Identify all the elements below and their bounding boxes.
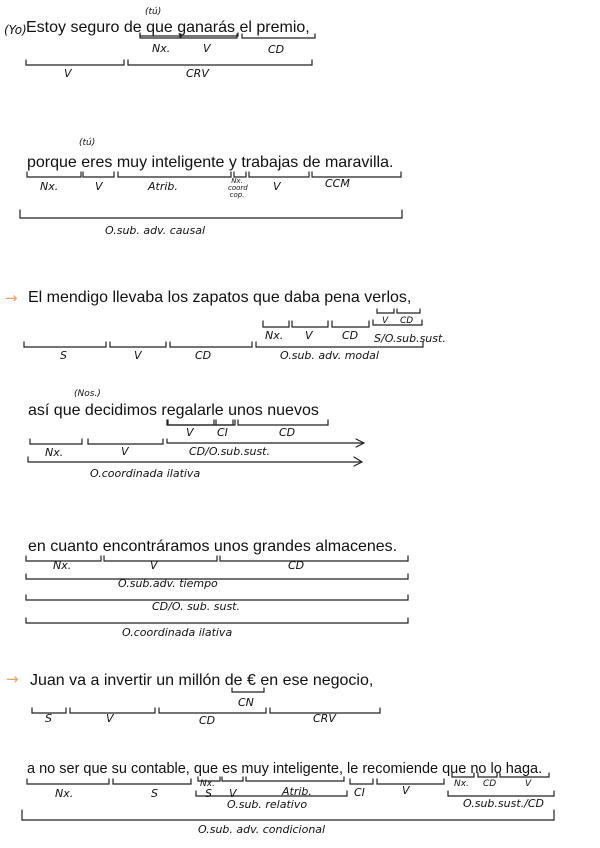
label-v: V — [382, 316, 389, 326]
bracket — [246, 777, 344, 781]
label-s: S — [60, 349, 67, 362]
label-v: V — [106, 712, 114, 725]
bracket — [448, 791, 554, 796]
arrow-icon: → — [6, 670, 19, 688]
bracket — [292, 321, 328, 327]
label-v: V — [525, 779, 532, 789]
bracket — [113, 779, 191, 784]
label-s: S — [45, 712, 52, 725]
label-o-sust-cd: O.sub.sust./CD — [463, 797, 544, 810]
bracket — [104, 556, 217, 561]
bracket — [22, 810, 554, 820]
label-nx: Nx. — [152, 42, 171, 55]
bracket — [220, 556, 408, 561]
label-v: V — [402, 784, 410, 797]
bracket — [27, 779, 109, 784]
bracket — [350, 779, 373, 784]
bracket — [24, 342, 106, 347]
bracket — [168, 420, 214, 425]
label-v: V — [95, 180, 103, 193]
label-nx: Nx. — [53, 559, 72, 572]
bracket — [88, 439, 163, 444]
bracket — [452, 773, 474, 777]
label-atrib: Atrib. — [148, 180, 178, 193]
label-cd-o-sust: CD/O. sub. sust. — [152, 600, 240, 613]
label-cd: CD — [342, 329, 359, 342]
label-cd-o-sust: CD/O.sub.sust. — [189, 445, 270, 458]
bracket — [83, 172, 114, 177]
label-s: S — [151, 787, 158, 800]
bracket — [377, 309, 394, 313]
bracket — [128, 60, 312, 65]
bracket — [500, 773, 549, 777]
bracket — [222, 777, 243, 781]
bracket — [167, 420, 235, 425]
sentence-7: a no ser que su contable, que es muy inteligente, le recomiende que no lo haga. — [27, 761, 543, 777]
label-cd: CD — [279, 426, 296, 439]
label-nx: Nx. — [265, 329, 284, 342]
label-nx: Nx. — [40, 180, 59, 193]
sentence-4: así que decidimos regalarle unos nuevos — [28, 402, 319, 419]
label-crv: CRV — [186, 67, 209, 80]
label-nx: Nx. — [45, 446, 64, 459]
label-cd: CD — [268, 43, 285, 56]
bracket — [30, 439, 82, 444]
elided-subject-label: (Nos.) — [74, 389, 101, 399]
bracket — [26, 60, 124, 65]
label-s: S — [205, 787, 212, 800]
label-clause: O.coordinada ilativa — [90, 467, 201, 480]
label-v: V — [134, 349, 142, 362]
bracket — [170, 342, 252, 347]
label-clause: O.sub. adv. causal — [105, 224, 206, 237]
bracket — [478, 773, 497, 777]
bracket — [249, 172, 309, 177]
label-v: V — [121, 445, 129, 458]
label-v: V — [305, 329, 313, 342]
sentence-2: porque eres muy inteligente y trabajas de maravilla. — [27, 154, 394, 171]
label-s-o-sust: S/O.sub.sust. — [374, 332, 446, 345]
bracket — [110, 342, 166, 347]
label-ccm: CCM — [325, 177, 350, 190]
bracket — [238, 420, 328, 425]
label-clause: O.sub.adv. tiempo — [118, 577, 218, 590]
elided-subject-label: (tú) — [145, 7, 162, 17]
label-v: V — [150, 559, 158, 572]
label-v: V — [229, 787, 237, 800]
sentence-5: en cuanto encontráramos unos grandes almacenes. — [28, 538, 398, 555]
label-ci: CI — [217, 426, 228, 439]
label-nx: Nx. — [454, 779, 469, 789]
bracket — [196, 791, 347, 796]
bracket — [377, 779, 444, 784]
bracket — [20, 210, 402, 218]
sentence-1: Estoy seguro de que ganarás el premio, — [26, 19, 310, 36]
bracket — [140, 33, 238, 36]
label-nx-conj: Nx. coord cop. — [228, 177, 248, 199]
bracket — [118, 172, 231, 177]
elided-subject-yo: (Yo) — [4, 23, 27, 37]
bracket — [397, 309, 420, 313]
label-clause: O.coordinada ilativa — [122, 626, 233, 639]
label-crv: CRV — [313, 712, 336, 725]
label-cn: CN — [238, 696, 254, 709]
label-ci: CI — [354, 786, 365, 799]
elided-subject-label: (tú) — [79, 138, 96, 148]
arrow-icon: → — [5, 289, 18, 307]
bracket — [232, 688, 264, 692]
label-v: V — [203, 42, 211, 55]
label-nx: Nx. — [55, 787, 74, 800]
bracket — [263, 321, 289, 327]
label-cd: CD — [199, 714, 216, 727]
label-clause: O.sub. relativo — [227, 798, 308, 811]
sentence-6: Juan va a invertir un millón de € en ese negocio, — [30, 672, 374, 689]
label-cd: CD — [288, 559, 305, 572]
label-cd: CD — [195, 349, 212, 362]
bracket — [373, 320, 422, 325]
bracket — [27, 172, 81, 177]
bracket — [216, 420, 233, 425]
bracket — [26, 618, 408, 623]
label-v: V — [186, 426, 194, 439]
label-atrib: Atrib. — [282, 785, 312, 798]
label-clause: O.sub. adv. condicional — [198, 823, 326, 836]
label-v: V — [273, 180, 281, 193]
bracket — [242, 34, 315, 38]
bracket — [332, 321, 369, 327]
label-cd: CD — [483, 779, 497, 789]
label-v: V — [64, 67, 72, 80]
label-nx: Nx. — [200, 779, 215, 789]
label-cd: CD — [400, 316, 414, 326]
sentence-3: El mendigo llevaba los zapatos que daba pena verlos, — [28, 289, 412, 306]
bracket — [167, 439, 362, 443]
label-clause: O.sub. adv. modal — [280, 349, 379, 362]
